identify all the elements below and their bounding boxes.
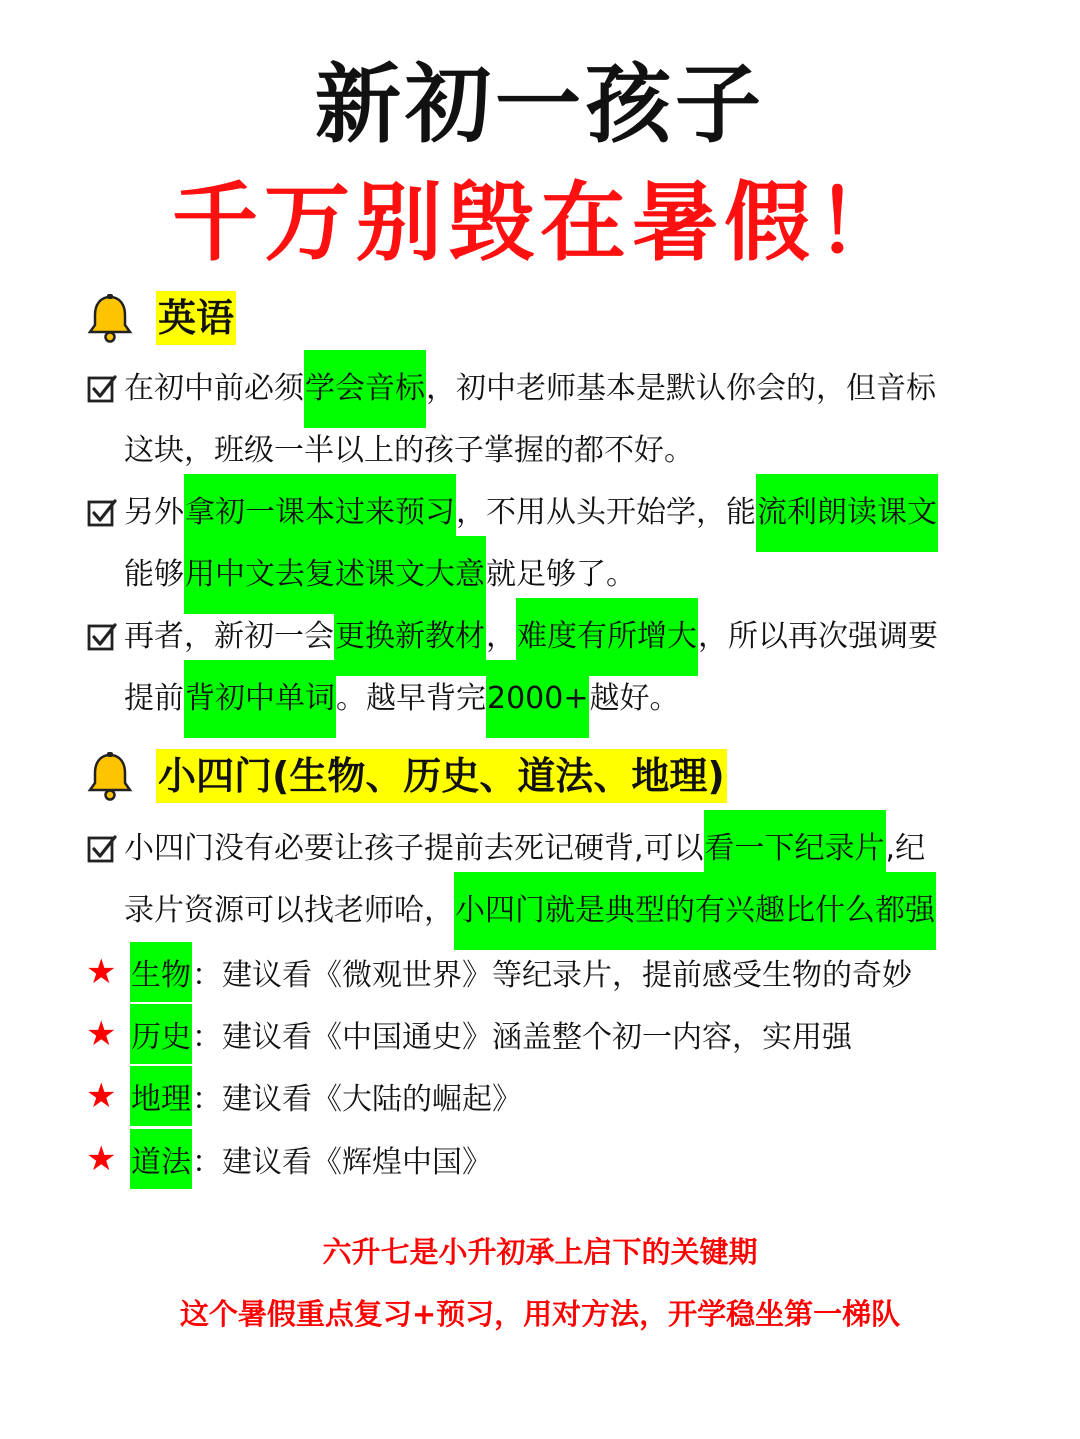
checkbox-icon xyxy=(86,621,118,653)
green-highlight: 小四门就是典型的有兴趣比什么都强 xyxy=(454,872,936,950)
star-icon: ★ xyxy=(86,1139,117,1179)
section-minor-heading xyxy=(86,746,727,806)
green-highlight: 更换新教材 xyxy=(334,598,486,676)
star-icon: ★ xyxy=(86,1076,117,1116)
text-span: 再者，新初一会 xyxy=(124,619,334,654)
text-span: ，初中老师基本是默认你会的，但音标 xyxy=(426,371,936,406)
subject-row-civics xyxy=(86,1131,492,1187)
text-span: 。越早背完 xyxy=(336,681,486,716)
subject-name: 道法 xyxy=(130,1129,192,1189)
subject-row-geography xyxy=(86,1068,522,1124)
text-span: 另外 xyxy=(124,495,184,530)
page-title: 新初一孩子 xyxy=(315,55,765,155)
subject-name: 地理 xyxy=(130,1066,192,1126)
footer-line-1: 六升七是小升初承上启下的关键期 xyxy=(322,1235,758,1269)
bell-icon xyxy=(86,293,134,343)
text-span: ，所以再次强调要 xyxy=(698,619,938,654)
subject-text: ：建议看《大陆的崛起》 xyxy=(192,1082,522,1117)
bell-icon xyxy=(86,751,134,801)
subject-row-biology xyxy=(86,944,912,1000)
page-subtitle: 千万别毁在暑假！ xyxy=(172,173,908,273)
green-highlight: 背初中单词 xyxy=(184,660,336,738)
text-span: 提前 xyxy=(124,681,184,716)
green-highlight: 用中文去复述课文大意 xyxy=(184,536,486,614)
section-minor-label: 小四门(生物、历史、道法、地理) xyxy=(156,749,727,803)
text-span: 这块，班级一半以上的孩子掌握的都不好。 xyxy=(124,433,694,468)
footer-line-2: 这个暑假重点复习+预习，用对方法，开学稳坐第一梯队 xyxy=(179,1297,901,1331)
text-span: 在初中前必须 xyxy=(124,371,304,406)
text-span: ,纪 xyxy=(885,831,926,866)
english-item-phonetics xyxy=(86,358,1006,482)
green-highlight: 拿初一课本过来预习 xyxy=(184,474,456,552)
green-highlight: 流利朗读课文 xyxy=(756,474,938,552)
subject-text: ：建议看《中国通史》涵盖整个初一内容，实用强 xyxy=(192,1020,852,1055)
english-item-preview xyxy=(86,482,1006,606)
text-span: ，不用从头开始学，能 xyxy=(456,495,756,530)
text-span: 能够 xyxy=(124,557,184,592)
subject-name: 历史 xyxy=(130,1004,192,1064)
subject-text: ：建议看《辉煌中国》 xyxy=(192,1145,492,1180)
section-english-heading xyxy=(86,288,236,348)
star-icon: ★ xyxy=(86,952,117,992)
text-span: 小四门没有必要让孩子提前去死记硬背,可以 xyxy=(124,831,704,866)
text-span: ， xyxy=(486,619,516,654)
subject-name: 生物 xyxy=(130,942,192,1002)
checkbox-icon xyxy=(86,497,118,529)
section-english-label: 英语 xyxy=(156,291,236,345)
text-span: 录片资源可以找老师哈， xyxy=(124,893,454,928)
text-span: 越好。 xyxy=(589,681,680,716)
text-span: 就足够了。 xyxy=(486,557,636,592)
checkbox-icon xyxy=(86,373,118,405)
star-icon: ★ xyxy=(86,1014,117,1054)
green-highlight: 难度有所增大 xyxy=(516,598,698,676)
green-highlight: 看一下纪录片 xyxy=(704,810,886,888)
subject-row-history xyxy=(86,1006,852,1062)
green-highlight: 学会音标 xyxy=(304,350,426,428)
checkbox-icon xyxy=(86,833,118,865)
subject-text: ：建议看《微观世界》等纪录片，提前感受生物的奇妙 xyxy=(192,958,912,993)
minor-item-documentary xyxy=(86,818,1006,942)
green-highlight: 2000+ xyxy=(486,660,589,738)
english-item-vocabulary xyxy=(86,606,1006,730)
